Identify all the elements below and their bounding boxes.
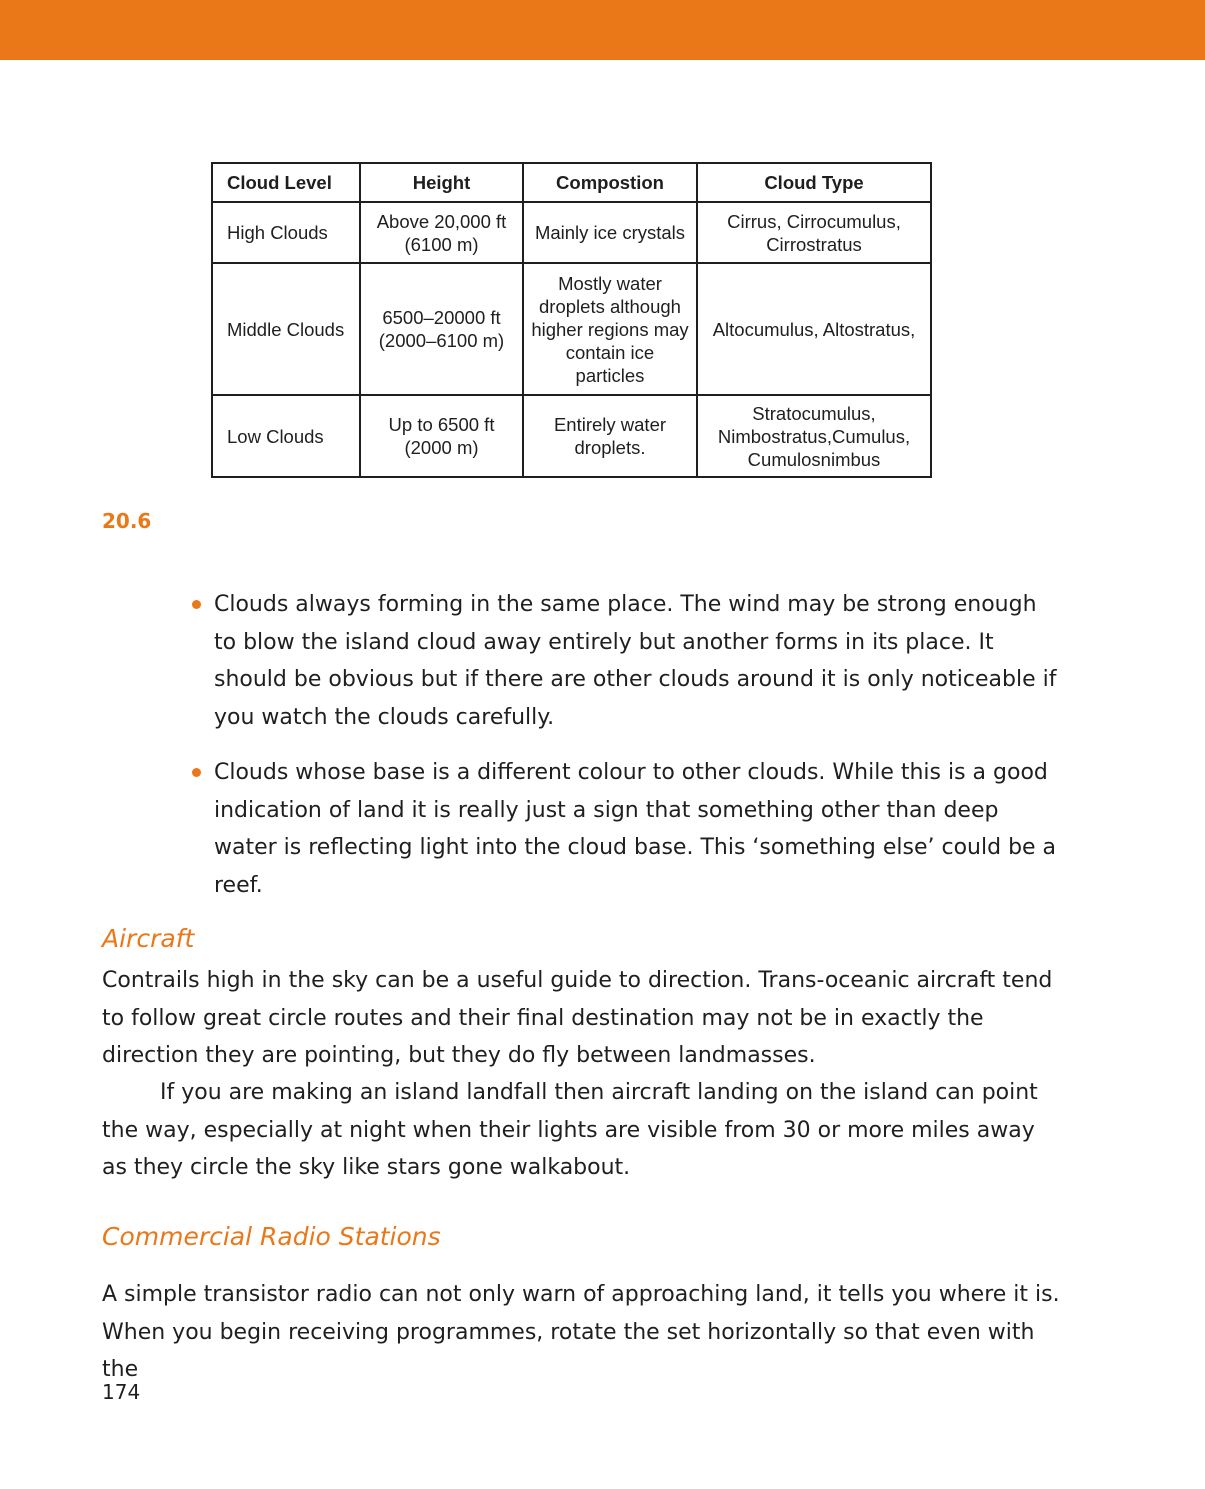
table-header-row: [212, 163, 931, 202]
aircraft-heading: Aircraft: [102, 924, 195, 953]
bullet-list: [190, 586, 1060, 922]
aircraft-paragraph-2: If you are making an island landfall then aircraft landing on the island can point the way, especially at night when their lights are visible from 30 or more miles away as they circle the sky like stars gone walkabout.: [102, 1080, 1038, 1180]
bullet-text: Clouds always forming in the same place. The wind may be strong enough to blow the island cloud away entirely but another forms in its place. It should be obvious but if there are other clouds around it is only noticeable if you watch the clouds carefully.: [214, 592, 1057, 730]
cell-level: Middle Clouds: [212, 263, 360, 395]
cell-composition: Entirely water droplets.: [523, 395, 697, 477]
table-row: [212, 263, 931, 395]
bullet-dot-icon: [192, 600, 201, 609]
column-header: Compostion: [523, 163, 697, 202]
cell-height: Up to 6500 ft (2000 m): [360, 395, 523, 477]
table-row: [212, 202, 931, 263]
table-row: [212, 395, 931, 477]
radio-paragraph: A simple transistor radio can not only warn of approaching land, it tells you where it is. When you begin receiving programmes, rotate the set horizontally so that even with the: [102, 1282, 1060, 1382]
page-number: 174: [102, 1380, 141, 1404]
radio-heading: Commercial Radio Stations: [102, 1222, 441, 1251]
cell-type: Altocumulus, Altostratus,: [697, 263, 931, 395]
top-banner: [0, 0, 1205, 60]
section-number: 20.6: [102, 509, 152, 533]
column-header: Cloud Level: [212, 163, 360, 202]
cell-height: Above 20,000 ft (6100 m): [360, 202, 523, 263]
aircraft-paragraph-1: Contrails high in the sky can be a useful guide to direction. Trans-oceanic aircraft tend to follow great circle routes and their final destination may not be in exactly the direction they are pointing, but they do fly between landmasses.: [102, 968, 1053, 1068]
cell-composition: Mainly ice crystals: [523, 202, 697, 263]
cell-type: Stratocumulus, Nimbostratus,Cumulus, Cumulosnimbus: [697, 395, 931, 477]
cell-height: 6500–20000 ft (2000–6100 m): [360, 263, 523, 395]
cell-type: Cirrus, Cirrocumulus, Cirrostratus: [697, 202, 931, 263]
cell-level: High Clouds: [212, 202, 360, 263]
cell-level: Low Clouds: [212, 395, 360, 477]
list-item: [190, 754, 1060, 904]
column-header: Height: [360, 163, 523, 202]
cell-composition: Mostly water droplets although higher regions may contain ice particles: [523, 263, 697, 395]
bullet-dot-icon: [192, 768, 201, 777]
cloud-levels-table: [211, 162, 932, 478]
list-item: [190, 586, 1060, 736]
column-header: Cloud Type: [697, 163, 931, 202]
bullet-text: Clouds whose base is a different colour to other clouds. While this is a good indication of land it is really just a sign that something other than deep water is reflecting light into the cloud base. This ‘something else’ could be a reef.: [214, 760, 1057, 898]
